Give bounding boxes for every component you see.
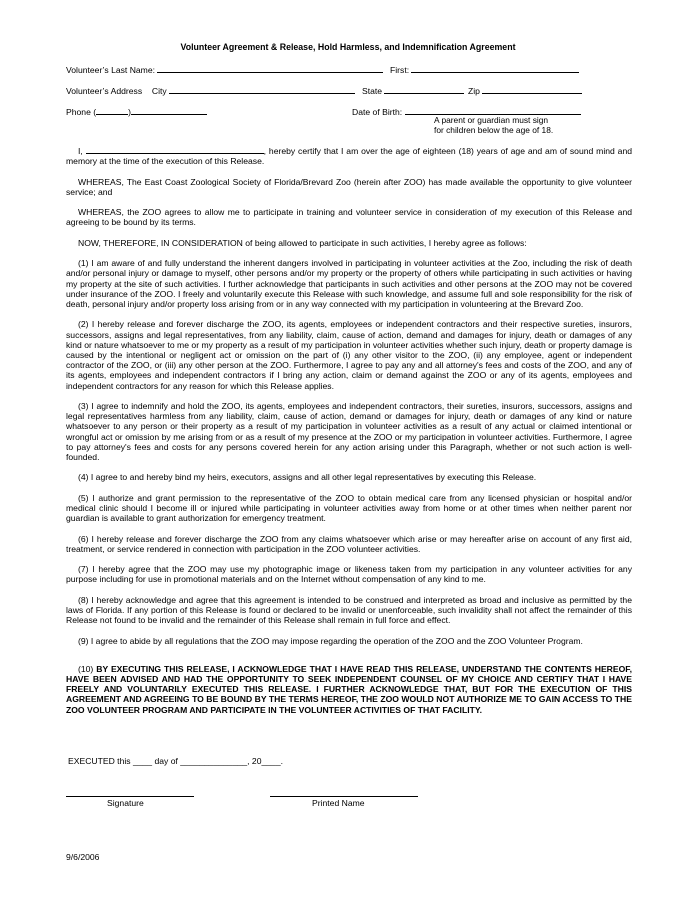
zip-field[interactable]: [482, 85, 582, 94]
last-name-label: Volunteer’s Last Name:: [66, 65, 156, 75]
phone-number-field[interactable]: [131, 106, 207, 115]
guardian-note: [434, 115, 634, 135]
paragraph-8: (8) I hereby acknowledge and agree that this agreement is intended to be construed and interpreted as broad and inclusive as permitted by the laws of Florida. If any portion of this Release is found or declared to be invalid or unenforceable, such invalidity shall not affect the remainder of this Release not found to be invalid and the remainder of this Release shall remain in full force and effect.: [66, 594, 632, 626]
guardian-note-line-2: for children below the age of 18.: [434, 125, 554, 136]
paragraph-whereas-1: WHEREAS, The East Coast Zoological Society of Florida/Brevard Zoo (herein after ZOO) has made available the opportunity to give volunteer service; and: [66, 176, 632, 197]
paragraph-7: (7) I hereby agree that the ZOO may use my photographic image or likeness taken from my participation in any volunteer activities for any purpose including for use in promotional materials and on the Internet without compensation of any kind to me.: [66, 564, 632, 585]
paragraph-3: (3) I agree to indemnify and hold the ZOO, its agents, employees and independent contractors, their sureties, insurors, successors, assigns and legal representatives harmless from any liability, claim, cause of action, demand or damages for injury, death or damages of any kind or nature whatsoever to any person or their property as a result of my participation in volunteer activities as a result of any actual or claimed intentional or wrongful act or omission by me arising from or as a result of my presence at the ZOO or my participation in volunteer activities. Furthermore, I agree to pay attorney's fees and costs for any persons covered herein for any action arising under this Paragraph, whether or not such action is well-founded.: [66, 400, 632, 462]
paragraph-2: (2) I hereby release and forever discharge the ZOO, its agents, employees or independent contractors and their respective sureties, insurors, successors, assigns and legal representatives, from any liability, claim, cause of action, demand and damages for injury, death or damages of any kind or nature whatsoever to me or my property as a result of my participation in volunteer activities whether such injury, death or property damage is caused by the intentional or negligent act or omission on the part of (i) any other visitor to the ZOO, (ii) any employee, agent or independent contractor of the ZOO, or (iii) any other person at the ZOO. Furthermore, I agree to pay any and all attorney's fees and costs of the ZOO, and any of its agents, employees and independent contractors if I bring any action, claim or demand against the ZOO or any of its agents, employees and independent contractors for any reason for which this Release applies.: [66, 319, 632, 391]
paragraph-whereas-2: WHEREAS, the ZOO agrees to allow me to participate in training and volunteer service in consideration of my execution of this Release and agreeing to be bound by its terms.: [66, 207, 632, 228]
zip-row: [468, 85, 582, 96]
revision-date: 9/6/2006: [66, 852, 100, 862]
paragraph-6: (6) I hereby release and forever discharge the ZOO from any claims whatsoever which arise or may hereafter arise on account of any first aid, treatment, or service rendered in connection with participation in the ZOO volunteer activities.: [66, 533, 632, 554]
dob-label: Date of Birth:: [352, 107, 403, 117]
state-row: [362, 85, 464, 96]
certify-text: , hereby certify that I am over the age of eighteen (18) years of age and am of sound mind and memory at the time of the execution of this Release.: [66, 146, 633, 167]
city-label: City: [151, 86, 167, 96]
certify-name-field[interactable]: [86, 145, 264, 154]
phone-row: [66, 106, 207, 117]
dob-field[interactable]: [405, 106, 581, 115]
agreement-body: [66, 145, 632, 725]
address-row: [66, 85, 355, 96]
state-label: State: [362, 86, 383, 96]
document-title: Volunteer Agreement & Release, Hold Harmless, and Indemnification Agreement: [180, 42, 516, 52]
phone-close-paren: ): [128, 107, 131, 117]
paragraph-9: (9) I agree to abide by all regulations that the ZOO may impose regarding the operation of the ZOO and the ZOO Volunteer Program.: [78, 635, 583, 646]
guardian-note-line-1: A parent or guardian must sign: [434, 115, 549, 125]
last-name-row: [66, 64, 383, 75]
paragraph-10-text: BY EXECUTING THIS RELEASE, I ACKNOWLEDGE THAT I HAVE READ THIS RELEASE, UNDERSTAND THE CONTENTS HEREOF, HAVE BEEN ADVISED AND HAD THE OPPORTUNITY TO SEEK INDEPENDENT COUNSEL OF MY CHOICE AND CERTIFY THAT I HAVE FREELY AND VOLUNTARILY EXECUTED THIS RELEASE. I FURTHER ACKNOWLEDGE THAT, BUT FOR THE EXECUTION OF THIS AGREEMENT AND AGREEING TO BE BOUND BY THE TERMS HEREOF, THE ZOO WOULD NOT AUTHORIZE ME TO GAIN ACCESS TO THE ZOO VOLUNTEER PROGRAM AND PARTICIPATE IN THE VOLUNTEER ACTIVITIES OF THAT FACILITY.: [66, 663, 632, 715]
phone-label: Phone (: [66, 107, 97, 117]
certify-prefix: I,: [78, 146, 83, 156]
paragraph-now-therefore: NOW, THEREFORE, IN CONSIDERATION of being allowed to participate in such activities, I hereby agree as follows:: [78, 237, 527, 248]
paragraph-4: (4) I agree to and hereby bind my heirs, executors, assigns and all other legal representatives by executing this Release.: [78, 472, 537, 483]
paragraph-5: (5) I authorize and grant permission to the representative of the ZOO to obtain medical care from any licensed physician or hospital and/or medical clinic should I become ill or injured while participating in volunteer activities away from home or at other times when neither parent nor guardian is available to grant authorization for emergency treatment.: [66, 492, 632, 524]
phone-area-code-field[interactable]: [96, 106, 128, 115]
first-name-field[interactable]: [411, 64, 579, 73]
paragraph-1: (1) I am aware of and fully understand the inherent dangers involved in participating in volunteer activities at the Zoo, including the risk of death and/or personal injury or damage to myself, other persons and/or my property or the property of others while participating in such activities or having my property at the site of such activities. I further acknowledge that participants in such activities and other persons at the ZOO may not be covered under insurance of the ZOO. I freely and voluntarily execute this Release with such knowledge, and assume full and sole responsibility for the risk of death, personal injury and/or property loss arising from or in any way connected with my participation in volunteering at the Brevard Zoo.: [66, 258, 632, 309]
last-name-field[interactable]: [157, 64, 383, 73]
state-field[interactable]: [384, 85, 464, 94]
signature-line[interactable]: [66, 796, 194, 797]
certification-paragraph: [66, 145, 632, 166]
address-label: Volunteer’s Address: [66, 86, 143, 96]
printed-name-label: Printed Name: [312, 798, 365, 808]
first-name-row: [390, 64, 579, 75]
executed-line: EXECUTED this ____ day of ______________, 20____.: [68, 756, 283, 766]
signature-label: Signature: [107, 798, 144, 808]
paragraph-10-number: (10): [78, 663, 94, 674]
first-name-label: First:: [390, 65, 410, 75]
printed-name-line[interactable]: [270, 796, 418, 797]
paragraph-10: [66, 664, 632, 715]
zip-label: Zip: [468, 86, 480, 96]
city-field[interactable]: [169, 85, 355, 94]
